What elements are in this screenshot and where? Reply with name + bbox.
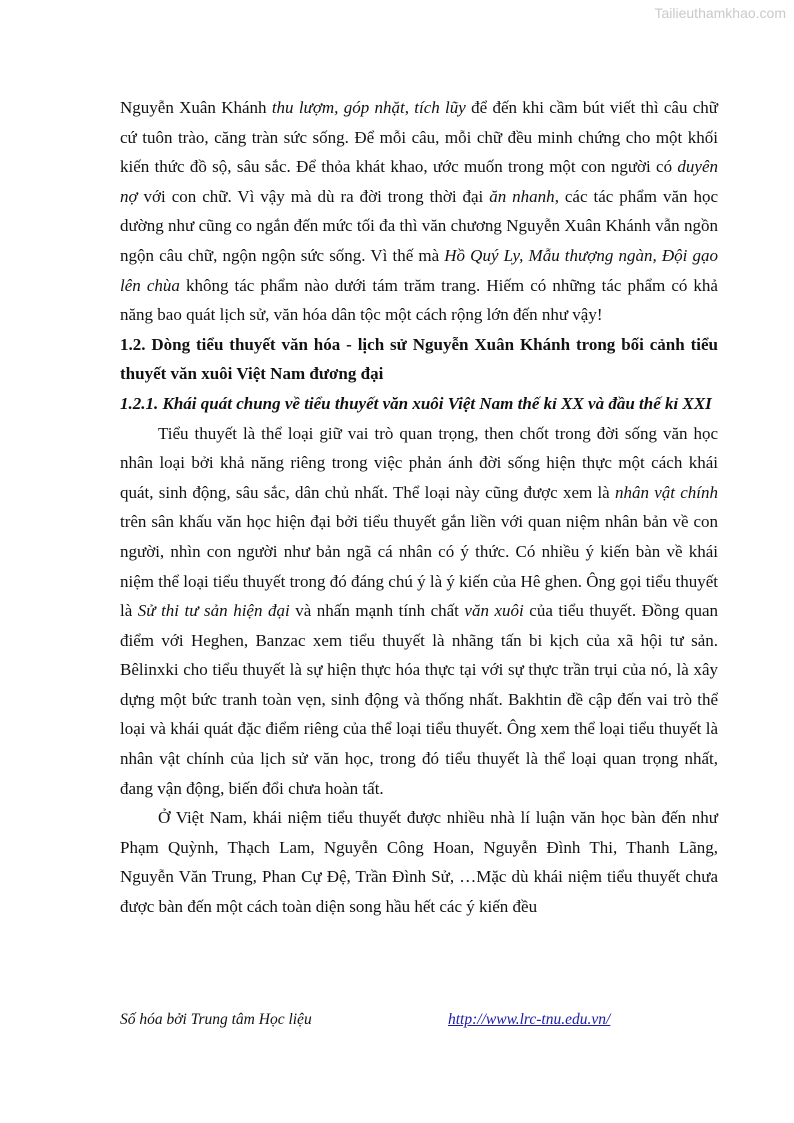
subsection-heading-1-2-1: 1.2.1. Khái quát chung về tiểu thuyết văn xuôi Việt Nam thế kỉ XX và đầu thế kỉ XXI [120, 393, 712, 413]
emphasis-text: Sử thi tư sản hiện đại [137, 601, 290, 621]
watermark: Tailieuthamkhao.com [654, 5, 786, 21]
paragraph-vietnam: Ở Việt Nam, khái niệm tiểu thuyết được nhiều nhà lí luận văn học bàn đến như Phạm Quỳnh, Thạch Lam, Nguyễn Công Hoan, Nguyễn Đình Thi, Thanh Lãng, Nguyễn Văn Trung, Phan Cự Đệ, Trần Đình Sử, …Mặc dù khái niệm tiểu thuyết chưa được bàn đến một cách toàn diện song hầu hết các ý kiến đều [120, 808, 718, 917]
paragraph-intro [120, 93, 718, 330]
emphasis-text: ăn nhanh [489, 186, 555, 206]
section-heading-1-2: 1.2. Dòng tiểu thuyết văn hóa - lịch sử Nguyễn Xuân Khánh trong bối cảnh tiểu thuyết văn xuôi Việt Nam đương đại [120, 334, 718, 384]
emphasis-text: thu lượm, góp nhặt [271, 98, 405, 117]
text-run: và nhấn mạnh tính chất [289, 601, 465, 621]
text-run: , các tác phẩm văn học dường như cũng co ngắn đến mức tối đa thì văn chương Nguyễn Xuân Khánh vẫn ngồn ngộn câu chữ, ngộn ngộn sức sống. Vì thế mà [120, 186, 719, 265]
emphasis-text: nhân vật chính [614, 482, 718, 502]
emphasis-text: tích lũy [414, 98, 466, 117]
emphasis-text: văn xuôi [464, 601, 524, 621]
document-body [120, 93, 718, 922]
text-run: của tiểu thuyết. Đồng quan điểm với Heghen, Banzac xem tiểu thuyết là nhãng tấn bi kịch của xã hội tư sản. Bêlinxki cho tiểu thuyết là sự hiện thực hóa thực tại với sự thực trần trụi của nó, là xây dựng một bức tranh toàn vẹn, sinh động và thống nhất. Bakhtin đề cập đến vai trò thể loại và khái quát đặc điểm riêng của thể loại tiểu thuyết. Ông xem thể loại tiểu thuyết là nhân vật chính của lịch sử văn học, trong đó tiểu thuyết là thể loại quan trọng nhất, đang vận động, biến đổi chưa hoàn tất. [120, 601, 718, 798]
page-footer [120, 1011, 718, 1033]
footer-source: Số hóa bởi Trung tâm Học liệu [120, 1011, 312, 1028]
footer-link[interactable]: http://www.lrc-tnu.edu.vn/ [448, 1011, 611, 1028]
text-run: Nguyễn Xuân Khánh [120, 98, 272, 117]
text-run: Tiểu thuyết là thể loại giữ vai trò quan trọng, then chốt trong đời sống văn học nhân loại bởi khả năng riêng trong việc phản ánh đời sống hiện thực một cách khái quát, sinh động, sâu sắc, dân chủ nhất. Thể loại này cũng được xem là [120, 423, 718, 502]
text-run: không tác phẩm nào dưới tám trăm trang. Hiếm có những tác phẩm có khả năng bao quát lịch sử, văn hóa dân tộc một cách rộng lớn đến như vậy! [120, 275, 718, 325]
text-run: , [404, 98, 415, 117]
text-run: để đến khi cầm bút viết thì câu chữ cứ tuôn trào, căng tràn sức sống. Để mỗi câu, mỗi chữ đều minh chứng cho một khối kiến thức đồ sộ, sâu sắc. Để thỏa khát khao, ước muốn trong một con người có [120, 98, 719, 177]
text-run: trên sân khấu văn học hiện đại bởi tiểu thuyết gắn liền với quan niệm nhân bản về con người, nhìn con người như bản ngã cá nhân có ý thức. Có nhiều ý kiến bàn về khái niệm thể loại tiểu thuyết trong đó đáng chú ý là ý kiến của Hê ghen. Ông gọi tiểu thuyết là [120, 512, 718, 621]
emphasis-text: Hồ Quý Ly, Mẫu thượng ngàn, Đội gạo lên chùa [120, 245, 718, 295]
emphasis-text: duyên nợ [120, 157, 718, 206]
paragraph-novel-definition [120, 419, 718, 804]
text-run: với con chữ. Vì vậy mà dù ra đời trong thời đại [137, 186, 490, 206]
